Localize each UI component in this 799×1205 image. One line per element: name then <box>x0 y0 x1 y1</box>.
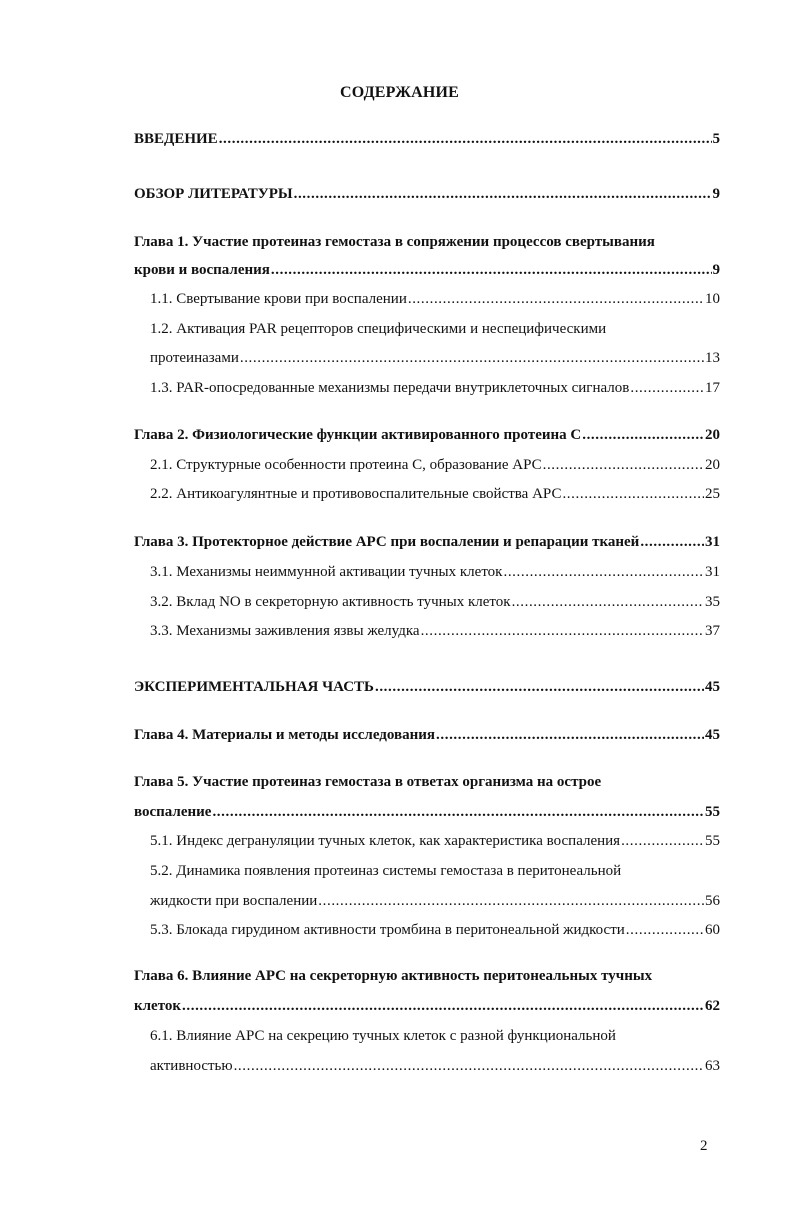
toc-entry-chapter-5-line-2[interactable] <box>134 801 720 823</box>
dot-leader <box>626 919 704 941</box>
dot-leader <box>582 424 704 446</box>
toc-entry-chapter-3[interactable] <box>134 531 720 553</box>
toc-entry-chapter-4[interactable] <box>134 724 720 746</box>
toc-entry-text: 2.1. Структурные особенности протеина С, образование АРС <box>150 457 542 473</box>
toc-entry-chapter-6-line-1[interactable] <box>134 965 720 987</box>
toc-entry-experimental-part[interactable] <box>134 676 720 698</box>
toc-entry-page: 60 <box>705 922 720 938</box>
toc-entry-text: ВВЕДЕНИЕ <box>134 131 218 147</box>
toc-entry-page: 5 <box>712 131 720 147</box>
toc-entry-page: 35 <box>705 594 720 610</box>
toc-entry-text: 1.2. Активация PAR рецепторов специфическими и неспецифическими <box>150 321 607 337</box>
toc-entry-text: 5.2. Динамика появления протеиназ системы гемостаза в перитонеальной <box>150 863 622 879</box>
toc-entry-section-5-1[interactable] <box>150 830 720 852</box>
toc-entry-section-2-2[interactable] <box>150 483 720 505</box>
dot-leader <box>562 483 704 505</box>
toc-entry-section-1-1[interactable] <box>150 288 720 310</box>
toc-entry-text: Глава 1. Участие протеиназ гемостаза в сопряжении процессов свертывания <box>134 234 655 250</box>
toc-entry-page: 9 <box>712 186 720 202</box>
toc-entry-section-6-1-line-2[interactable] <box>150 1055 720 1077</box>
dot-leader <box>630 377 704 399</box>
dot-leader <box>543 454 704 476</box>
toc-entry-text: 3.3. Механизмы заживления язвы желудка <box>150 623 420 639</box>
toc-entry-page: 56 <box>705 893 720 909</box>
toc-entry-page: 31 <box>705 534 720 550</box>
toc-entry-section-2-1[interactable] <box>150 454 720 476</box>
toc-entry-literature-review[interactable] <box>134 183 720 205</box>
toc-entry-text: 1.3. PAR-опосредованные механизмы передачи внутриклеточных сигналов <box>150 380 630 396</box>
toc-entry-page: 9 <box>712 262 720 278</box>
toc-entry-chapter-1-line-2[interactable] <box>134 259 720 281</box>
toc-entry-text: Глава 4. Материалы и методы исследования <box>134 727 436 743</box>
toc-entry-text: 5.1. Индекс дегрануляции тучных клеток, как характеристика воспаления <box>150 833 621 849</box>
toc-entry-text: Глава 3. Протекторное действие АРС при воспалении и репарации тканей <box>134 534 640 550</box>
toc-entry-section-3-1[interactable] <box>150 561 720 583</box>
toc-entry-text: протеиназами <box>150 350 239 366</box>
toc-entry-text: 6.1. Влияние АРС на секрецию тучных клеток с разной функциональной <box>150 1028 616 1044</box>
toc-entry-page: 17 <box>705 380 720 396</box>
toc-entry-page: 20 <box>705 457 720 473</box>
toc-entry-section-1-3[interactable] <box>150 377 720 399</box>
toc-entry-page: 45 <box>705 727 720 743</box>
toc-entry-text: ОБЗОР ЛИТЕРАТУРЫ <box>134 186 293 202</box>
toc-entry-page: 55 <box>705 833 720 849</box>
dot-leader <box>421 620 704 642</box>
page-number: 2 <box>700 1138 708 1154</box>
toc-entry-section-5-2-line-1[interactable] <box>150 860 720 882</box>
toc-entry-section-1-2-line-1[interactable] <box>150 318 720 340</box>
toc-entry-introduction[interactable] <box>134 128 720 150</box>
toc-entry-text: активностью <box>150 1058 233 1074</box>
toc-entry-page: 20 <box>705 427 720 443</box>
toc-entry-text: 3.1. Механизмы неиммунной активации тучных клеток <box>150 564 503 580</box>
toc-entry-section-6-1-line-1[interactable] <box>150 1025 720 1047</box>
toc-entry-section-3-2[interactable] <box>150 591 720 613</box>
dot-leader <box>512 591 704 613</box>
dot-leader <box>503 561 704 583</box>
toc-entry-page: 37 <box>705 623 720 639</box>
toc-entry-section-1-2-line-2[interactable] <box>150 347 720 369</box>
toc-entry-text: клеток <box>134 998 182 1014</box>
toc-entry-section-5-2-line-2[interactable] <box>150 890 720 912</box>
toc-entry-page: 63 <box>705 1058 720 1074</box>
dot-leader <box>219 128 712 150</box>
toc-entry-text: крови и воспаления <box>134 262 270 278</box>
dot-leader <box>408 288 704 310</box>
dot-leader <box>182 995 704 1017</box>
dot-leader <box>294 183 712 205</box>
toc-entry-text: 5.3. Блокада гирудином активности тромбина в перитонеальной жидкости <box>150 922 625 938</box>
toc-entry-text: жидкости при воспалении <box>150 893 318 909</box>
toc-title: СОДЕРЖАНИЕ <box>339 84 460 101</box>
toc-entry-page: 13 <box>705 350 720 366</box>
toc-entry-chapter-5-line-1[interactable] <box>134 771 720 793</box>
toc-entry-chapter-1-line-1[interactable] <box>134 231 720 253</box>
dot-leader <box>621 830 704 852</box>
toc-entry-text: Глава 6. Влияние АРС на секреторную активность перитонеальных тучных <box>134 968 653 984</box>
toc-entry-page: 45 <box>705 679 720 695</box>
toc-entry-page: 55 <box>705 804 720 820</box>
toc-entry-text: ЭКСПЕРИМЕНТАЛЬНАЯ ЧАСТЬ <box>134 679 374 695</box>
toc-entry-text: Глава 5. Участие протеиназ гемостаза в ответах организма на острое <box>134 774 602 790</box>
toc-entry-page: 31 <box>705 564 720 580</box>
dot-leader <box>318 890 704 912</box>
dot-leader <box>640 531 704 553</box>
toc-entry-page: 10 <box>705 291 720 307</box>
toc-entry-chapter-6-line-2[interactable] <box>134 995 720 1017</box>
toc-entry-section-5-3[interactable] <box>150 919 720 941</box>
toc-entry-text: 1.1. Свертывание крови при воспалении <box>150 291 407 307</box>
toc-entry-text: 3.2. Вклад NO в секреторную активность тучных клеток <box>150 594 511 610</box>
dot-leader <box>436 724 704 746</box>
toc-entry-chapter-2[interactable] <box>134 424 720 446</box>
dot-leader <box>271 259 712 281</box>
toc-entry-page: 62 <box>705 998 720 1014</box>
dot-leader <box>234 1055 704 1077</box>
dot-leader <box>212 801 704 823</box>
toc-entry-text: 2.2. Антикоагулянтные и противовоспалительные свойства АРС <box>150 486 562 502</box>
dot-leader <box>375 676 704 698</box>
toc-entry-section-3-3[interactable] <box>150 620 720 642</box>
toc-entry-text: воспаление <box>134 804 212 820</box>
toc-entry-text: Глава 2. Физиологические функции активированного протеина С <box>134 427 582 443</box>
dot-leader <box>240 347 704 369</box>
toc-entry-page: 25 <box>705 486 720 502</box>
